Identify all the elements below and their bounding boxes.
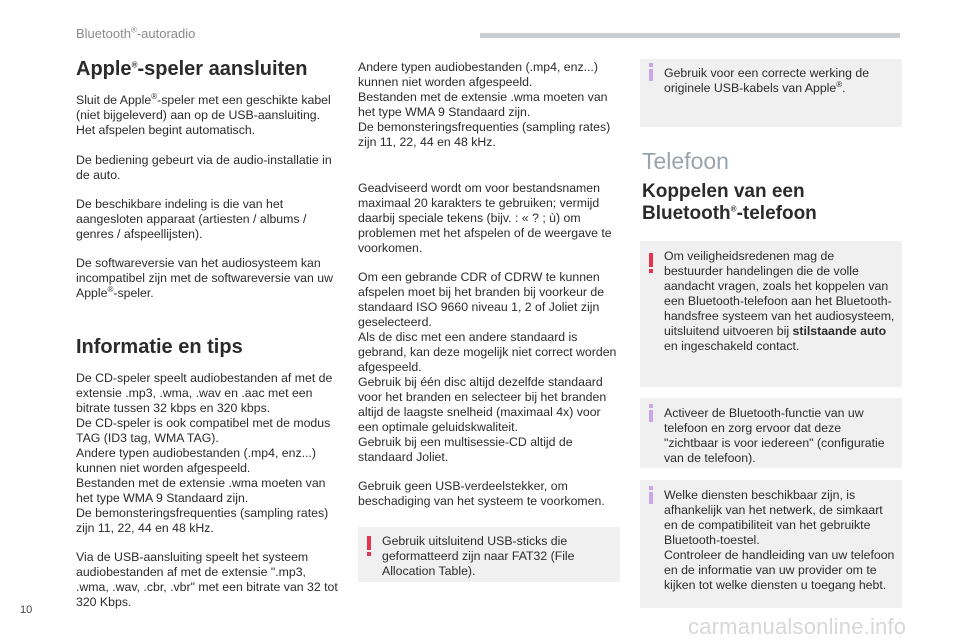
info-text: Welke diensten beschikbaar zijn, is afhankelijk van het netwerk, de simkaart en de compatibiliteit van het gebruikte Bluetooth-toestel. Controleer de handleiding van uw telefoon en de informatie van uw provider om te kijken tot welke diensten u toegang hebt. bbox=[664, 488, 895, 592]
info-text: Gebruik voor een correcte werking de originele USB-kabels van Apple®. bbox=[664, 66, 870, 95]
paragraph: Andere typen audiobestanden (.mp4, enz...) kunnen niet worden afgespeeld. Bestanden met de extensie .wma moeten van het type WMA 9 Standaard zijn. De bemonsteringsfrequenties (sampling rates) zijn 11, 22, 44 en 48 kHz. bbox=[358, 60, 611, 149]
warning-box-safety bbox=[640, 241, 902, 387]
heading-apple-player: Apple®-speler aansluiten bbox=[76, 58, 308, 80]
paragraph: Via de USB-aansluiting speelt het systeem audiobestanden af met de extensie ".mp3, .wma, .wav, .cbr, .vbr" met een bitrate van 32 tot 320 Kbps. bbox=[76, 550, 338, 609]
running-header: Bluetooth®-autoradio bbox=[76, 25, 196, 41]
paragraph: De softwareversie van het audiosysteem kan incompatibel zijn met de softwareversie van uw Apple®-speler. bbox=[76, 256, 333, 300]
header-bar bbox=[480, 33, 900, 38]
paragraph: Geadviseerd wordt om voor bestandsnamen maximaal 20 karakters te gebruiken; vermijd daarbij speciale tekens (bijv. : « ? ; ù) om problemen met het afspelen of de weergave te voorkomen. bbox=[358, 181, 612, 255]
paragraph: De CD-speler speelt audiobestanden af met de extensie .mp3, .wma, .wav en .aac met een bitrate tussen 32 kbps en 320 kbps. De CD-speler is ook compatibel met de modus TAG (ID3 tag, WMA TAG). Andere typen audiobestanden (.mp4, enz...) kunnen niet worden afgespeeld. Bestanden met de extensie .wma moeten van het type WMA 9 Standaard zijn. De bemonsteringsfrequenties (sampling rates) zijn 11, 22, 44 en 48 kHz. bbox=[76, 371, 333, 535]
info-icon bbox=[649, 492, 653, 504]
warning-box-usb bbox=[358, 527, 620, 582]
info-box-apple-cable bbox=[640, 59, 902, 127]
info-box-services bbox=[640, 480, 902, 608]
info-icon bbox=[649, 410, 653, 422]
warning-icon bbox=[367, 536, 371, 550]
page-number: 10 bbox=[20, 604, 33, 616]
warning-text: Om veiligheidsredenen mag de bestuurder handelingen die de volle aandacht vragen, zoals het koppelen van een Bluetooth-telefoon aan het Bluetooth-handsfree systeem van het audiosysteem, uitsluitend uitvoeren bij stilstaande auto en ingeschakeld contact. bbox=[664, 249, 895, 353]
info-icon bbox=[649, 69, 653, 81]
paragraph: Om een gebrande CDR of CDRW te kunnen afspelen moet bij het branden bij voorkeur de standaard ISO 9660 niveau 1, 2 of Joliet zijn geselecteerd. Als de disc met een andere standaard is gebrand, kan deze mogelijk niet correct worden afgespeeld. Gebruik bij één disc altijd dezelfde standaard voor het branden en selecteer bij het branden altijd de laagste snelheid (maximaal 4x) voor een optimale geluidskwaliteit. Gebruik bij een multisessie-CD altijd de standaard Joliet. bbox=[358, 270, 617, 464]
paragraph: De beschikbare indeling is die van het aangesloten apparaat (artiesten / albums / genres / afspeellijsten). bbox=[76, 197, 307, 241]
paragraph: Gebruik geen USB-verdeelstekker, om beschadiging van het systeem te voorkomen. bbox=[358, 479, 605, 508]
paragraph: De bediening gebeurt via de audio-installatie in de auto. bbox=[76, 153, 332, 182]
info-text: Activeer de Bluetooth-functie van uw telefoon en zorg ervoor dat deze "zichtbaar is voor iedereen" (configuratie van de telefoon). bbox=[664, 406, 885, 465]
heading-bluetooth-pairing: Koppelen van een Bluetooth®-telefoon bbox=[642, 181, 817, 224]
warning-text: Gebruik uitsluitend USB-sticks die geformatteerd zijn naar FAT32 (File Allocation Table). bbox=[382, 534, 575, 578]
info-box-activate-bluetooth bbox=[640, 398, 902, 468]
section-title: Telefoon bbox=[642, 148, 729, 174]
column-left bbox=[76, 57, 338, 610]
column-middle bbox=[358, 60, 620, 509]
paragraph: Sluit de Apple®-speler met een geschikte kabel (niet bijgeleverd) aan op de USB-aansluiting. Het afspelen begint automatisch. bbox=[76, 91, 331, 137]
telefoon-section bbox=[642, 148, 904, 225]
warning-icon bbox=[649, 253, 653, 267]
heading-info-tips: Informatie en tips bbox=[76, 336, 243, 358]
watermark: carmanualsonline.info bbox=[688, 614, 907, 639]
